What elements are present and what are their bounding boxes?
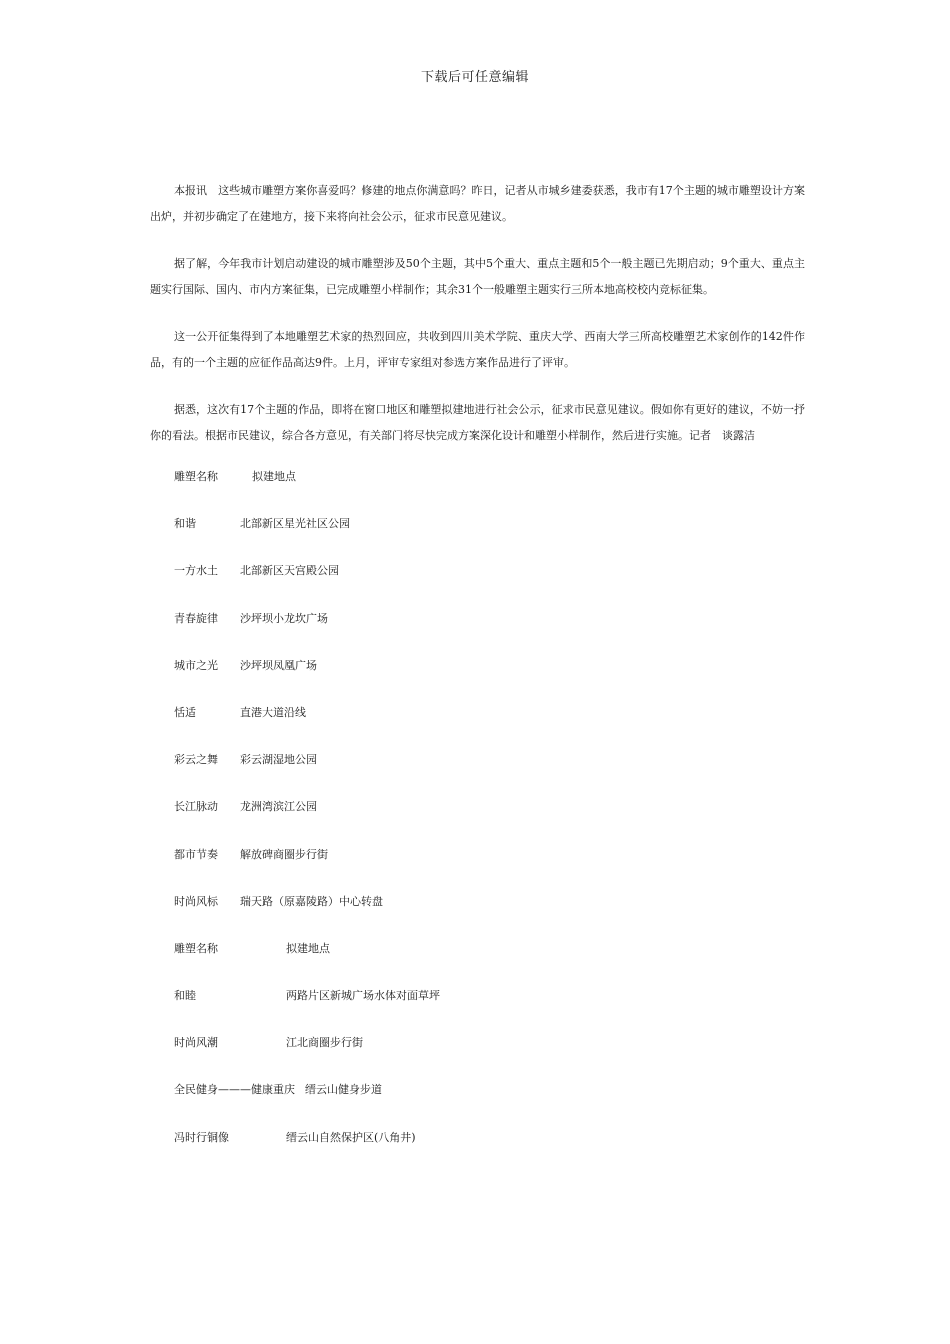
table-row	[174, 562, 440, 609]
table-row	[174, 1129, 440, 1176]
sculpture-location: 瑞天路（原嘉陵路）中心转盘	[240, 894, 383, 908]
sculpture-location: 缙云山健身步道	[305, 1083, 382, 1097]
table-row	[174, 704, 440, 751]
sculpture-list	[174, 468, 440, 1176]
sculpture-name: 全民健身———健康重庆	[174, 1083, 295, 1097]
sculpture-name: 和睦	[174, 989, 196, 1003]
paragraph: 本报讯 这些城市雕塑方案你喜爱吗？修建的地点你满意吗？昨日，记者从市城乡建委获悉，我市有17个主题的城市雕塑设计方案出炉，并初步确定了在建地方，接下来将向社会公示，征求市民意见建议。	[150, 184, 805, 223]
sculpture-name: 恬适	[174, 705, 196, 719]
column-header-name: 雕塑名称	[174, 470, 218, 483]
table-header-row	[174, 468, 440, 515]
sculpture-location: 两路片区新城广场水体对面草坪	[286, 989, 440, 1003]
sculpture-name: 城市之光	[174, 658, 218, 672]
paragraph: 据了解，今年我市计划启动建设的城市雕塑涉及50个主题，其中5个重大、重点主题和5个一般主题已先期启动；9个重大、重点主题实行国际、国内、市内方案征集，已完成雕塑小样制作；其余31个一般雕塑主题实行三所本地高校校内竞标征集。	[150, 257, 805, 296]
sculpture-name: 和谐	[174, 517, 196, 531]
table-row	[174, 798, 440, 845]
sculpture-location: 龙洲湾滨江公园	[240, 800, 317, 814]
column-header-location: 拟建地点	[252, 470, 296, 483]
sculpture-location: 彩云湖湿地公园	[240, 753, 317, 767]
sculpture-name: 时尚风潮	[174, 1036, 218, 1050]
sculpture-name: 长江脉动	[174, 800, 218, 814]
table-row	[174, 893, 440, 940]
table-row	[174, 515, 440, 562]
sculpture-location: 缙云山自然保护区(八角井)	[286, 1130, 416, 1144]
table-row	[174, 657, 440, 704]
sculpture-name: 冯时行铜像	[174, 1130, 229, 1144]
sculpture-name: 都市节奏	[174, 847, 218, 861]
table-header-row	[174, 940, 440, 987]
sculpture-location: 江北商圈步行街	[286, 1036, 363, 1050]
article-body	[150, 178, 805, 470]
column-header-name: 雕塑名称	[174, 941, 218, 955]
table-row	[174, 846, 440, 893]
sculpture-location: 北部新区天宫殿公园	[240, 564, 339, 578]
sculpture-location: 北部新区星光社区公园	[240, 517, 350, 531]
sculpture-name: 时尚风标	[174, 894, 218, 908]
table-row	[174, 1034, 440, 1081]
table-row	[174, 987, 440, 1034]
table-row	[174, 610, 440, 657]
sculpture-location: 直港大道沿线	[240, 705, 306, 719]
sculpture-location: 沙坪坝凤凰广场	[240, 658, 317, 672]
sculpture-location: 解放碑商圈步行街	[240, 847, 328, 861]
sculpture-location: 沙坪坝小龙坎广场	[240, 611, 328, 625]
paragraph: 据悉，这次有17个主题的作品，即将在窗口地区和雕塑拟建地进行社会公示，征求市民意见建议。假如你有更好的建议，不妨一抒你的看法。根据市民建议，综合各方意见，有关部门将尽快完成方案深化设计和雕塑小样制作，然后进行实施。记者 谈露洁	[150, 403, 805, 442]
sculpture-name: 青春旋律	[174, 611, 218, 625]
sculpture-name: 一方水土	[174, 564, 218, 578]
table-row	[174, 1081, 440, 1128]
paragraph: 这一公开征集得到了本地雕塑艺术家的热烈回应，共收到四川美术学院、重庆大学、西南大学三所高校雕塑艺术家创作的142件作品，有的一个主题的应征作品高达9件。上月，评审专家组对参选方案作品进行了评审。	[150, 330, 805, 369]
page-header: 下载后可任意编辑	[420, 70, 529, 85]
sculpture-name: 彩云之舞	[174, 753, 218, 767]
column-header-location: 拟建地点	[286, 941, 330, 955]
table-row	[174, 751, 440, 798]
